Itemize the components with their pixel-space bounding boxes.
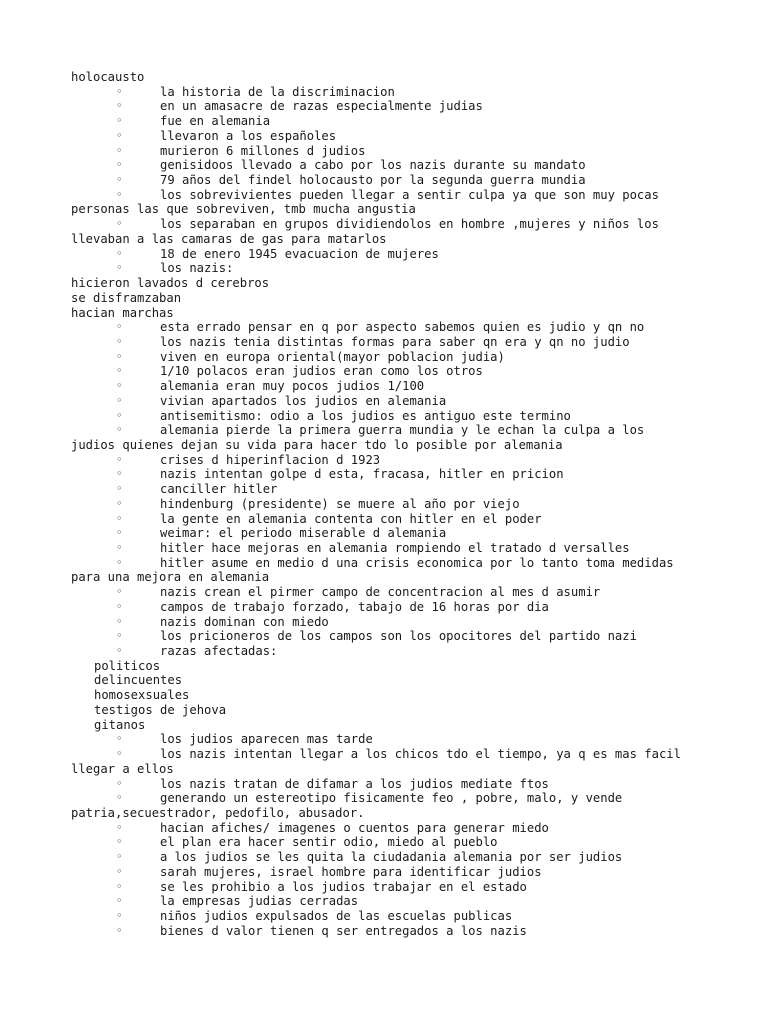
bullet-icon: ◦ bbox=[116, 850, 123, 864]
line-text: murieron 6 millones d judios bbox=[160, 143, 366, 158]
bullet-icon: ◦ bbox=[116, 820, 123, 834]
line-text: antisemitismo: odio a los judios es antiguo este termino bbox=[160, 408, 571, 423]
line-text: judios quienes dejan su vida para hacer tdo lo posible por alemania bbox=[71, 437, 563, 452]
bullet-item bbox=[71, 865, 751, 880]
bullet-item bbox=[71, 821, 751, 836]
line-text: a los judios se les quita la ciudadania alemania por ser judios bbox=[160, 850, 623, 865]
bullet-item bbox=[71, 114, 751, 129]
sub-list-item bbox=[71, 703, 751, 718]
bullet-item bbox=[71, 364, 751, 379]
line-text: los nazis tenia distintas formas para saber qn era y qn no judio bbox=[160, 334, 630, 349]
line-text: bienes d valor tienen q ser entregados a los nazis bbox=[160, 923, 527, 938]
bullet-item bbox=[71, 600, 751, 615]
line-text: razas afectadas: bbox=[160, 644, 278, 659]
line-text: alemania pierde la primera guerra mundia y le echan la culpa a los bbox=[160, 423, 645, 438]
line-text: personas las que sobreviven, tmb mucha angustia bbox=[71, 202, 416, 217]
bullet-icon: ◦ bbox=[116, 217, 123, 231]
bullet-icon: ◦ bbox=[116, 747, 123, 761]
text-line bbox=[71, 70, 751, 85]
bullet-icon: ◦ bbox=[116, 246, 123, 260]
line-text: holocausto bbox=[71, 70, 145, 84]
line-text: testigos de jehova bbox=[94, 702, 227, 717]
bullet-icon: ◦ bbox=[116, 629, 123, 643]
bullet-item bbox=[71, 320, 751, 335]
line-text: 1/10 polacos eran judios eran como los otros bbox=[160, 364, 483, 379]
bullet-icon: ◦ bbox=[116, 908, 123, 922]
bullet-icon: ◦ bbox=[116, 173, 123, 187]
line-text: hitler asume en medio d una crisis economica por lo tanto toma medidas bbox=[160, 555, 674, 570]
bullet-item bbox=[71, 423, 751, 438]
bullet-item bbox=[71, 497, 751, 512]
line-text: weimar: el periodo miserable d alemania bbox=[160, 526, 447, 541]
document-body bbox=[71, 70, 751, 938]
bullet-item bbox=[71, 747, 751, 762]
bullet-item bbox=[71, 158, 751, 173]
bullet-icon: ◦ bbox=[116, 467, 123, 481]
bullet-item bbox=[71, 99, 751, 114]
line-text: llevaron a los españoles bbox=[160, 128, 337, 143]
line-text: 79 años del findel holocausto por la segunda guerra mundia bbox=[160, 173, 586, 188]
line-text: se disframzaban bbox=[71, 290, 182, 305]
bullet-icon: ◦ bbox=[116, 585, 123, 599]
line-text: hindenburg (presidente) se muere al año por viejo bbox=[160, 496, 520, 511]
line-text: los judios aparecen mas tarde bbox=[160, 732, 373, 747]
line-text: viven en europa oriental(mayor poblacion judia) bbox=[160, 349, 505, 364]
line-text: los pricioneros de los campos son los opocitores del partido nazi bbox=[160, 629, 637, 644]
sub-list-item bbox=[71, 718, 751, 733]
bullet-icon: ◦ bbox=[116, 158, 123, 172]
bullet-item bbox=[71, 791, 751, 806]
line-text: gitanos bbox=[94, 717, 146, 732]
bullet-item bbox=[71, 835, 751, 850]
line-text: los nazis intentan llegar a los chicos tdo el tiempo, ya q es mas facil bbox=[160, 747, 681, 762]
line-text: esta errado pensar en q por aspecto sabemos quien es judio y qn no bbox=[160, 320, 645, 335]
bullet-icon: ◦ bbox=[116, 776, 123, 790]
bullet-icon: ◦ bbox=[116, 482, 123, 496]
bullet-item bbox=[71, 909, 751, 924]
line-text: en un amasacre de razas especialmente judias bbox=[160, 99, 483, 114]
bullet-item bbox=[71, 409, 751, 424]
bullet-item bbox=[71, 188, 751, 203]
line-text: genisidoos llevado a cabo por los nazis durante su mandato bbox=[160, 158, 586, 173]
bullet-item bbox=[71, 732, 751, 747]
line-text: hitler hace mejoras en alemania rompiendo el tratado d versalles bbox=[160, 541, 630, 555]
bullet-icon: ◦ bbox=[116, 261, 123, 275]
bullet-item bbox=[71, 85, 751, 100]
bullet-item bbox=[71, 585, 751, 600]
line-text: para una mejora en alemania bbox=[71, 570, 270, 585]
line-text: niños judios expulsados de las escuelas publicas bbox=[160, 908, 513, 923]
text-line bbox=[71, 306, 751, 321]
line-text: campos de trabajo forzado, tabajo de 16 horas por dia bbox=[160, 599, 549, 614]
bullet-item bbox=[71, 541, 751, 556]
bullet-item bbox=[71, 482, 751, 497]
bullet-item bbox=[71, 453, 751, 468]
bullet-item bbox=[71, 173, 751, 188]
line-text: hacian marchas bbox=[71, 305, 174, 320]
bullet-icon: ◦ bbox=[116, 864, 123, 878]
bullet-item bbox=[71, 615, 751, 630]
bullet-item bbox=[71, 144, 751, 159]
line-text: nazis dominan con miedo bbox=[160, 614, 329, 629]
bullet-item bbox=[71, 247, 751, 262]
line-text: el plan era hacer sentir odio, miedo al pueblo bbox=[160, 835, 498, 850]
bullet-item bbox=[71, 394, 751, 409]
bullet-icon: ◦ bbox=[116, 379, 123, 393]
bullet-icon: ◦ bbox=[116, 599, 123, 613]
sub-list-item bbox=[71, 673, 751, 688]
line-text: los sobrevivientes pueden llegar a sentir culpa ya que son muy pocas bbox=[160, 187, 659, 202]
bullet-item bbox=[71, 644, 751, 659]
bullet-icon: ◦ bbox=[116, 452, 123, 466]
line-text: nazis crean el pirmer campo de concentracion al mes d asumir bbox=[160, 585, 601, 600]
bullet-item bbox=[71, 129, 751, 144]
text-line bbox=[71, 276, 751, 291]
line-text: canciller hitler bbox=[160, 482, 278, 497]
bullet-item bbox=[71, 526, 751, 541]
bullet-item bbox=[71, 217, 751, 232]
bullet-item bbox=[71, 261, 751, 276]
bullet-item bbox=[71, 777, 751, 792]
line-text: sarah mujeres, israel hombre para identificar judios bbox=[160, 864, 542, 879]
line-text: hicieron lavados d cerebros bbox=[71, 276, 270, 291]
line-text: delincuentes bbox=[94, 673, 183, 688]
bullet-icon: ◦ bbox=[116, 393, 123, 407]
line-text: nazis intentan golpe d esta, fracasa, hitler en pricion bbox=[160, 467, 564, 482]
bullet-item bbox=[71, 350, 751, 365]
line-text: los nazis: bbox=[160, 261, 234, 276]
bullet-item bbox=[71, 335, 751, 350]
bullet-item bbox=[71, 556, 751, 571]
line-text: la empresas judias cerradas bbox=[160, 894, 359, 909]
bullet-icon: ◦ bbox=[116, 114, 123, 128]
line-text: los nazis tratan de difamar a los judios mediate ftos bbox=[160, 776, 549, 791]
text-line bbox=[71, 438, 751, 453]
sub-list-item bbox=[71, 659, 751, 674]
bullet-icon: ◦ bbox=[116, 614, 123, 628]
line-text: llevaban a las camaras de gas para matarlos bbox=[71, 231, 387, 246]
bullet-icon: ◦ bbox=[116, 555, 123, 569]
text-line bbox=[71, 762, 751, 777]
bullet-icon: ◦ bbox=[116, 84, 123, 98]
bullet-icon: ◦ bbox=[116, 320, 123, 334]
line-text: la gente en alemania contenta con hitler en el poder bbox=[160, 511, 542, 526]
bullet-icon: ◦ bbox=[116, 423, 123, 437]
bullet-icon: ◦ bbox=[116, 408, 123, 422]
bullet-item bbox=[71, 467, 751, 482]
bullet-icon: ◦ bbox=[116, 143, 123, 157]
line-text: se les prohibio a los judios trabajar en el estado bbox=[160, 879, 527, 894]
line-text: 18 de enero 1945 evacuacion de mujeres bbox=[160, 246, 439, 261]
line-text: homosexsuales bbox=[94, 688, 190, 703]
bullet-icon: ◦ bbox=[116, 187, 123, 201]
bullet-icon: ◦ bbox=[116, 496, 123, 510]
bullet-item bbox=[71, 924, 751, 939]
bullet-icon: ◦ bbox=[116, 923, 123, 937]
text-line bbox=[71, 291, 751, 306]
bullet-icon: ◦ bbox=[116, 334, 123, 348]
bullet-item bbox=[71, 894, 751, 909]
bullet-icon: ◦ bbox=[116, 835, 123, 849]
bullet-icon: ◦ bbox=[116, 364, 123, 378]
bullet-icon: ◦ bbox=[116, 644, 123, 658]
line-text: llegar a ellos bbox=[71, 761, 174, 776]
bullet-icon: ◦ bbox=[116, 99, 123, 113]
line-text: alemania eran muy pocos judios 1/100 bbox=[160, 379, 425, 394]
bullet-icon: ◦ bbox=[116, 879, 123, 893]
text-line bbox=[71, 570, 751, 585]
bullet-icon: ◦ bbox=[116, 732, 123, 746]
line-text: vivian apartados los judios en alemania bbox=[160, 393, 447, 408]
bullet-icon: ◦ bbox=[116, 511, 123, 525]
bullet-item bbox=[71, 629, 751, 644]
bullet-icon: ◦ bbox=[116, 526, 123, 540]
line-text: politicos bbox=[94, 658, 161, 673]
sub-list-item bbox=[71, 688, 751, 703]
bullet-icon: ◦ bbox=[116, 541, 123, 554]
bullet-icon: ◦ bbox=[116, 128, 123, 142]
line-text: fue en alemania bbox=[160, 114, 271, 129]
bullet-item bbox=[71, 880, 751, 895]
bullet-icon: ◦ bbox=[116, 349, 123, 363]
text-line bbox=[71, 202, 751, 217]
line-text: patria,secuestrador, pedofilo, abusador. bbox=[71, 805, 365, 820]
line-text: crises d hiperinflacion d 1923 bbox=[160, 452, 381, 467]
bullet-icon: ◦ bbox=[116, 791, 123, 805]
line-text: la historia de la discriminacion bbox=[160, 84, 395, 99]
text-line bbox=[71, 232, 751, 247]
bullet-icon: ◦ bbox=[116, 894, 123, 908]
line-text: hacian afiches/ imagenes o cuentos para generar miedo bbox=[160, 820, 549, 835]
line-text: los separaban en grupos dividiendolos en hombre ,mujeres y niños los bbox=[160, 217, 659, 232]
bullet-item bbox=[71, 379, 751, 394]
line-text: generando un estereotipo fisicamente feo , pobre, malo, y vende bbox=[160, 791, 623, 806]
bullet-item bbox=[71, 512, 751, 527]
bullet-item bbox=[71, 850, 751, 865]
text-line bbox=[71, 806, 751, 821]
